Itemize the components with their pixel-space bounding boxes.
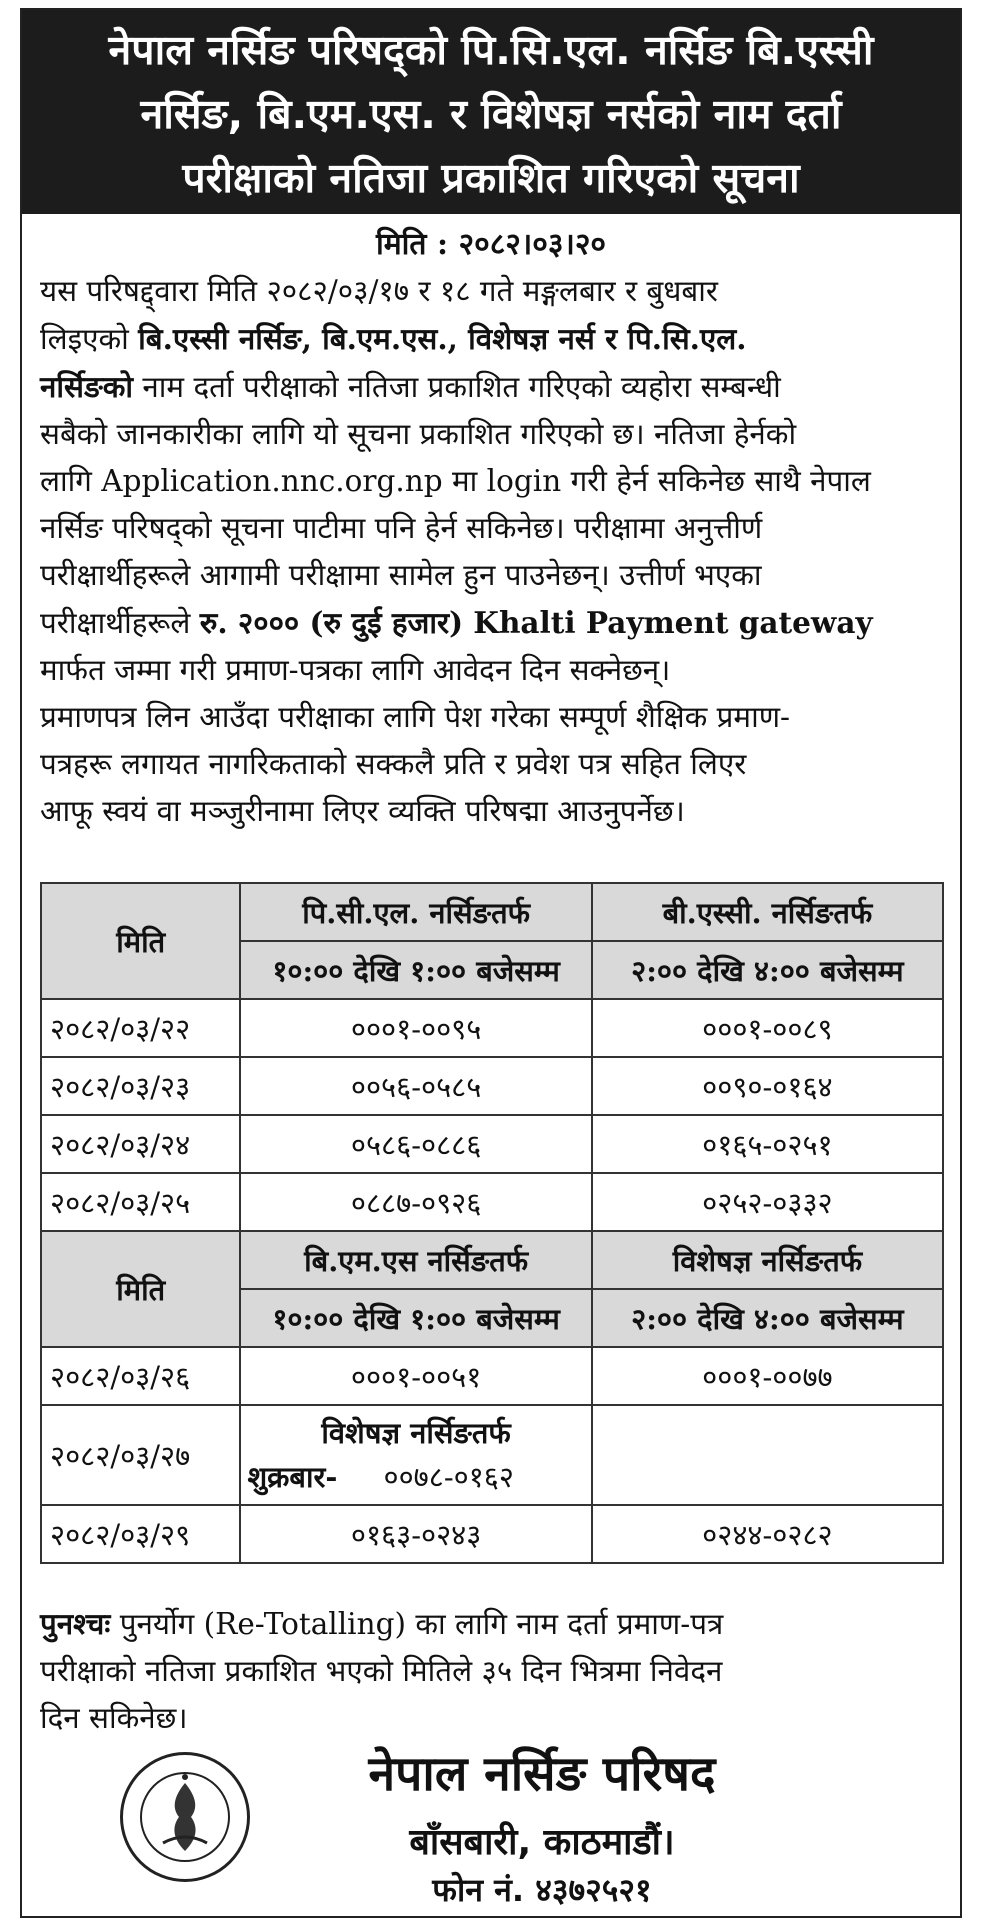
notice-page — [20, 8, 962, 1918]
table-row — [41, 1347, 943, 1405]
body-line: आफू स्वयं वा मञ्जुरीनामा लिएर व्यक्ति परिषद्मा आउनुपर्नेछ। — [40, 794, 685, 828]
exam-schedule-table — [40, 882, 944, 1564]
roll-range: ०८८७-०९२६ — [240, 1173, 591, 1231]
body-text: परीक्षार्थीहरूले — [40, 606, 200, 640]
time-slot-morning: १०:०० देखि १:०० बजेसम्म — [240, 941, 591, 999]
row-date: २०८२/०३/२६ — [41, 1347, 240, 1405]
body-bold-text: रु. २००० (रु दुई हजार) Khalti Payment gateway — [199, 605, 873, 640]
table-row — [41, 1173, 943, 1231]
time-slot-afternoon: २:०० देखि ४:०० बजेसम्म — [592, 941, 943, 999]
roll-range: ०२४४-०२८२ — [592, 1505, 943, 1563]
table-row — [41, 1405, 943, 1505]
note-line — [40, 1600, 944, 1648]
row-date: २०८२/०३/२९ — [41, 1505, 240, 1563]
notice-header — [22, 10, 960, 214]
table-row — [41, 999, 943, 1057]
table-header-row — [41, 1231, 943, 1289]
body-line — [40, 599, 944, 647]
specialist-nursing-header: विशेषज्ञ नर्सिङतर्फ — [592, 1231, 943, 1289]
time-slot-morning: १०:०० देखि १:०० बजेसम्म — [240, 1289, 591, 1347]
header-line-2: नर्सिङ, बि.एम.एस. र विशेषज्ञ नर्सको नाम दर्ता — [140, 90, 842, 138]
table-row — [41, 1115, 943, 1173]
body-text: नाम दर्ता परीक्षाको नतिजा प्रकाशित गरिएको व्यहोरा सम्बन्धी — [133, 370, 781, 404]
body-line: नर्सिङ परिषद्को सूचना पाटीमा पनि हेर्न सकिनेछ। परीक्षामा अनुत्तीर्ण — [40, 511, 763, 545]
date-header: मिति — [41, 883, 240, 999]
roll-range: ००७८-०१६२ — [383, 1460, 514, 1494]
body-line: मार्फत जम्मा गरी प्रमाण-पत्रका लागि आवेदन दिन सक्नेछन्। — [40, 653, 671, 687]
bms-nursing-header: बि.एम.एस नर्सिङतर्फ — [240, 1231, 591, 1289]
postscript-note — [40, 1600, 944, 1742]
roll-range: ००९०-०१६४ — [592, 1057, 943, 1115]
specialist-extra-cell — [240, 1405, 591, 1505]
body-line: सबैको जानकारीका लागि यो सूचना प्रकाशित गरिएको छ। नतिजा हेर्नको — [40, 417, 797, 451]
header-line-1: नेपाल नर्सिङ परिषद्को पि.सि.एल. नर्सिङ बि.एस्सी — [108, 26, 874, 74]
body-line: प्रमाणपत्र लिन आउँदा परीक्षाका लागि पेश गरेका सम्पूर्ण शैक्षिक प्रमाण- — [40, 700, 791, 734]
time-slot-afternoon: २:०० देखि ४:०० बजेसम्म — [592, 1289, 943, 1347]
row-date: २०८२/०३/२३ — [41, 1057, 240, 1115]
table-row — [41, 1057, 943, 1115]
row-date: २०८२/०३/२७ — [41, 1405, 240, 1505]
body-line: यस परिषद्द्वारा मिति २०८२/०३/१७ र १८ गते मङ्गलबार र बुधबार — [40, 274, 718, 308]
roll-range: ०००१-००८९ — [592, 999, 943, 1057]
date-header: मिति — [41, 1231, 240, 1347]
body-bold-text: बि.एस्सी नर्सिङ, बि.एम.एस., विशेषज्ञ नर्स र पि.सि.एल. — [138, 321, 747, 356]
body-line: लागि Application.nnc.org.np मा login गरी हेर्न सकिनेछ साथै नेपाल — [40, 464, 871, 498]
roll-range: ०५८६-०८८६ — [240, 1115, 591, 1173]
council-phone: फोन नं. ४३७२५२१ — [432, 1871, 652, 1909]
note-line: दिन सकिनेछ। — [40, 1701, 188, 1735]
council-seal-logo — [120, 1752, 250, 1882]
council-address: बाँसबारी, काठमाडौं। — [409, 1822, 675, 1863]
roll-range: ००५६-०५८५ — [240, 1057, 591, 1115]
seal-emblem-icon — [123, 1755, 247, 1879]
body-line — [40, 315, 944, 363]
row-date: २०८२/०३/२५ — [41, 1173, 240, 1231]
note-label: पुनश्चः — [40, 1606, 111, 1641]
table-row — [41, 1505, 943, 1563]
roll-range: ०००१-००९५ — [240, 999, 591, 1057]
council-name: नेपाल नर्सिङ परिषद — [368, 1746, 716, 1802]
body-line: पत्रहरू लगायत नागरिकताको सक्कलै प्रति र प्रवेश पत्र सहित लिएर — [40, 747, 747, 781]
pcl-nursing-header: पि.सी.एल. नर्सिङतर्फ — [240, 883, 591, 941]
roll-range: ०००१-००५१ — [240, 1347, 591, 1405]
note-line: परीक्षाको नतिजा प्रकाशित भएको मितिले ३५ दिन भित्रमा निवेदन — [40, 1654, 723, 1688]
body-text: लिइएको — [40, 322, 139, 356]
day-label: शुक्रबार- — [247, 1460, 338, 1494]
bsc-nursing-header: बी.एस्सी. नर्सिङतर्फ — [592, 883, 943, 941]
roll-range: ०००१-००७७ — [592, 1347, 943, 1405]
specialist-extra-title: विशेषज्ञ नर्सिङतर्फ — [321, 1416, 511, 1450]
specialist-extra-row — [247, 1455, 584, 1499]
notice-date: मिति : २०८२।०३।२० — [375, 227, 607, 262]
table-header-row — [41, 883, 943, 941]
body-line: परीक्षार्थीहरूले आगामी परीक्षामा सामेल हुन पाउनेछन्। उत्तीर्ण भएका — [40, 558, 762, 592]
body-bold-text: नर्सिङको — [40, 369, 134, 404]
roll-range: ०१६५-०२५१ — [592, 1115, 943, 1173]
body-line — [40, 363, 944, 411]
roll-range: ०१६३-०२४३ — [240, 1505, 591, 1563]
notice-body — [40, 268, 944, 835]
row-date: २०८२/०३/२२ — [41, 999, 240, 1057]
empty-cell — [592, 1405, 943, 1505]
row-date: २०८२/०३/२४ — [41, 1115, 240, 1173]
note-text: पुनर्योग (Re-Totalling) का लागि नाम दर्ता प्रमाण-पत्र — [110, 1607, 724, 1641]
roll-range: ०२५२-०३३२ — [592, 1173, 943, 1231]
header-line-3: परीक्षाको नतिजा प्रकाशित गरिएको सूचना — [182, 154, 800, 202]
